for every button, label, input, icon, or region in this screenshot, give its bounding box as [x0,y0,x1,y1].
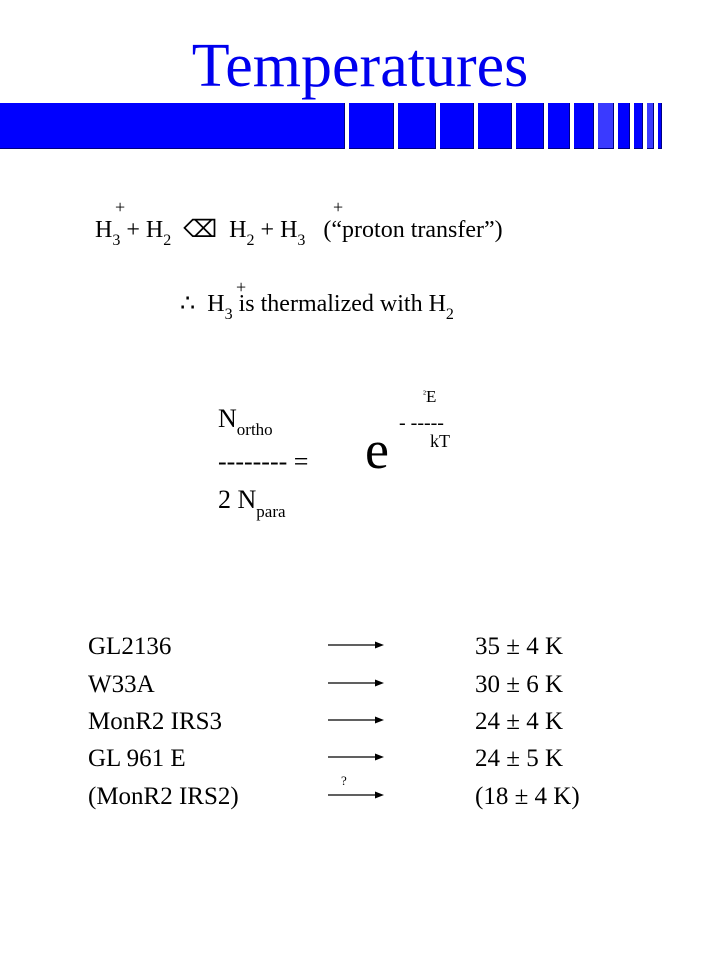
source-name: (MonR2 IRS2) [88,783,239,810]
exponent-denominator: kT [430,431,450,451]
bar-segment [478,103,512,149]
source-temperature: 24 ± 4 K [475,708,564,735]
source-name: W33A [88,671,155,698]
eq1-reactant-h2: $H_2$ [145,217,172,249]
eq1-reactant-h3: $H_3$ [95,217,121,249]
proton-transfer-note: (“proton transfer”) [323,217,503,243]
exponent-divider: - ----- [399,412,444,434]
bar-segment [618,103,630,149]
plus-sign: + [120,217,146,243]
source-name: GL 961 E [88,745,186,772]
slide-title: Temperatures [191,32,529,100]
ratio-numerator: $N_{ortho}$ [218,404,273,439]
bar-segment [598,103,614,149]
eq1-product-h2: $H_2$ [229,217,255,249]
bar-segment [398,103,436,149]
right-arrow-icon [328,640,384,650]
right-arrow-icon [328,752,384,762]
proton-transfer-equation [95,216,503,247]
exponent-numerator: $^{^2}$E [423,387,437,406]
bar-segment [440,103,474,149]
charge-superscript: + [333,197,344,217]
right-arrow-icon [328,715,384,725]
bar-segment [574,103,594,149]
source-temperature: 24 ± 5 K [475,745,564,772]
h3plus-species: $H_3$ [207,291,233,323]
eq1-product-h3: $H_3$ [280,217,306,249]
right-arrow-icon [328,678,384,688]
therefore-symbol: ∴ [180,291,196,317]
thermalization-statement [180,290,454,321]
source-temperature: 30 ± 6 K [475,671,564,698]
exponential-base: e [365,420,389,480]
plus-sign: + [254,217,281,243]
right-arrow-icon [328,790,384,800]
thermalized-text: is thermalized with $H_2$ [238,291,454,323]
source-name: GL2136 [88,633,172,660]
title-decoration-bar [0,103,720,149]
reaction-arrow-icon: ⌫ [183,217,218,243]
ratio-denominator: 2 $N_{para}$ [218,485,286,521]
bar-segment [647,103,654,149]
fraction-divider: -------- = [218,447,309,476]
charge-superscript: + [115,197,126,217]
bar-segment [658,103,662,149]
source-name: MonR2 IRS3 [88,708,223,735]
arrow-uncertain-label: ? [341,773,347,788]
bar-segment [0,103,345,149]
source-temperature: (18 ± 4 K) [475,783,580,810]
charge-superscript: + [236,277,247,297]
bar-segment [349,103,394,149]
bar-segment [634,103,643,149]
source-temperature: 35 ± 4 K [475,633,564,660]
bar-segment [516,103,544,149]
bar-segment [548,103,570,149]
